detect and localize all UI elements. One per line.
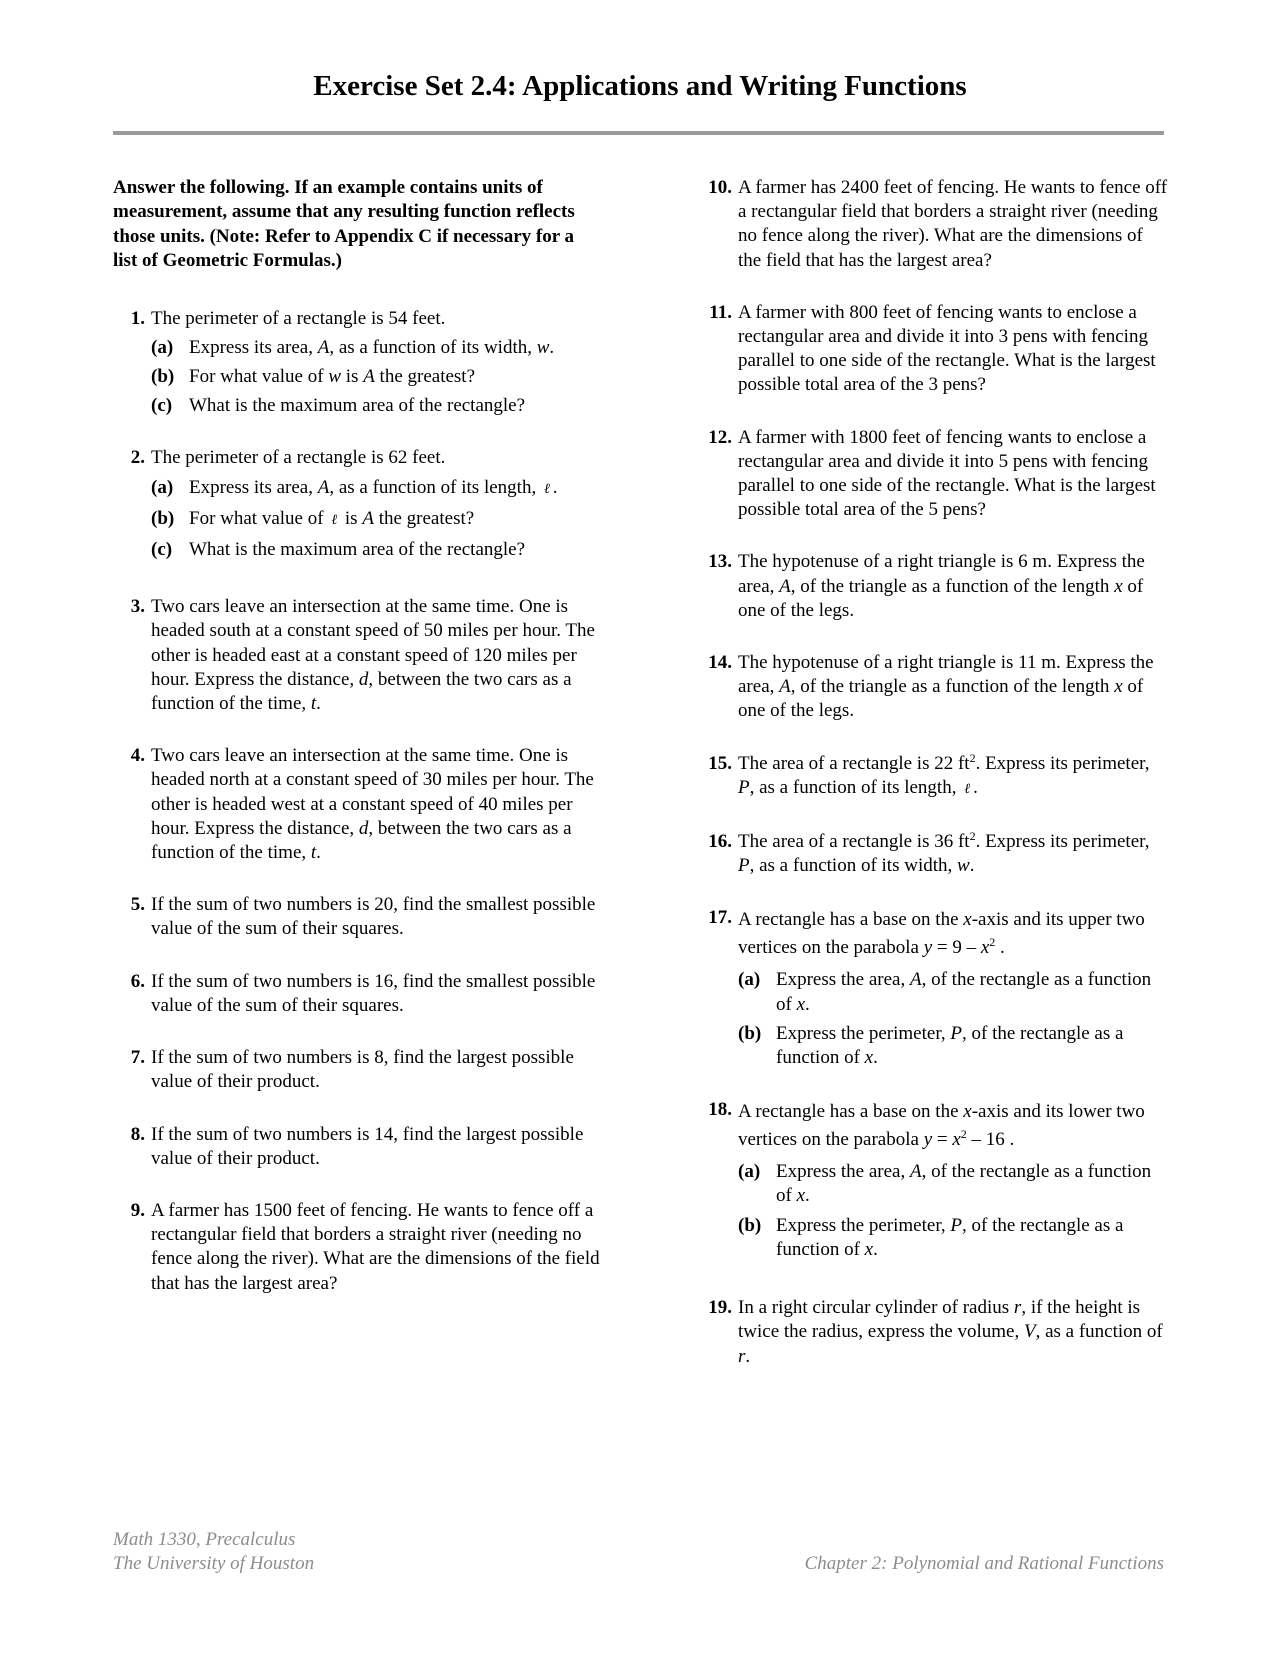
part-text: , as a function of its width, <box>329 336 537 358</box>
problem-number: 19. <box>708 1297 732 1319</box>
problem-text: The perimeter of a rectangle is 54 feet. <box>151 307 446 329</box>
variable: V <box>1023 1321 1036 1343</box>
problem-text: The perimeter of a rectangle is 62 feet. <box>151 447 446 469</box>
part-text: , of the rectangle as a function of <box>776 1161 1152 1207</box>
variable: A <box>362 507 374 529</box>
problem-text: . <box>973 776 978 798</box>
equation-text: . <box>995 937 1005 959</box>
problem-number: 17. <box>708 907 732 929</box>
superscript: 2 <box>960 1127 967 1142</box>
right-column <box>700 176 1170 1369</box>
problem-number: 3. <box>130 596 145 618</box>
part-text: the greatest? <box>374 366 476 388</box>
problem-18-part-a <box>738 1160 1170 1208</box>
problem-1-part-a <box>151 336 603 360</box>
problem-number: 9. <box>130 1199 145 1221</box>
problem-text: A farmer with 800 feet of fencing wants to enclose a rectangular area and divide it into 3 pens with fencing parallel to one side of the rectangle. What is the largest possible total area of the 3 pens? <box>738 301 1156 396</box>
problem-text: The area of a rectangle is 22 ft <box>738 752 970 774</box>
part-text: , of the rectangle as a function of <box>776 969 1152 1015</box>
variable: ℓ <box>331 512 338 528</box>
variable: A <box>317 336 330 358</box>
footer-course <box>113 1528 314 1576</box>
instructions: Answer the following. If an example contains units of measurement, assume that any resulting function reflects those units. (Note: Refer to Appendix C if necessary for a list of Geometric Formulas.) <box>113 177 575 272</box>
part-text: For what value of <box>189 366 329 388</box>
part-text: What is the maximum area of the rectangle? <box>189 395 526 417</box>
variable: x <box>796 993 806 1015</box>
problem-17-part-a <box>738 968 1170 1016</box>
part-text: Express the area, <box>776 969 910 991</box>
left-column <box>113 176 603 1296</box>
part-label: (a) <box>151 336 174 358</box>
variable: w <box>536 336 550 358</box>
problem-text: A rectangle has a base on the <box>738 1101 964 1123</box>
equation-text: – 16 . <box>966 1129 1015 1151</box>
problem-1-part-b <box>151 365 603 389</box>
variable: d <box>358 817 369 839</box>
variable: x <box>1114 676 1123 698</box>
problem-text: , if the height is twice the radius, express the volume, <box>738 1297 1141 1343</box>
problem-text: . Express its perimeter, <box>975 831 1150 853</box>
problem-number: 18. <box>708 1099 732 1121</box>
problem-number: 12. <box>708 426 732 448</box>
problem-text: In a right circular cylinder of radius <box>738 1297 1014 1319</box>
variable: t <box>310 842 317 864</box>
part-text: For what value of <box>189 507 329 529</box>
part-label: (b) <box>738 1214 762 1236</box>
equation-text: = <box>932 1129 953 1151</box>
variable: A <box>910 969 922 991</box>
part-text: . <box>873 1047 878 1069</box>
part-text: Express its area, <box>189 336 318 358</box>
variable: x <box>864 1047 874 1069</box>
problem-text: . Express its perimeter, <box>975 752 1150 774</box>
problem-number: 10. <box>708 177 732 198</box>
variable: A <box>363 366 375 388</box>
variable: A <box>779 575 791 597</box>
problem-text: , of the triangle as a function of the length <box>790 575 1115 597</box>
variable: t <box>310 693 317 715</box>
problem-19 <box>700 1296 1170 1369</box>
problem-number: 6. <box>130 970 145 992</box>
part-text: , of the rectangle as a function of <box>776 1022 1124 1069</box>
problem-11 <box>700 301 1170 398</box>
part-text: . <box>805 1185 810 1207</box>
problem-text: , between the two cars as a function of the time, <box>151 817 572 864</box>
part-text: , as a function of its length, <box>329 476 541 498</box>
part-label: (a) <box>738 1161 761 1183</box>
problem-10 <box>700 176 1170 273</box>
equation-text: = 9 – <box>932 937 981 959</box>
variable: ℓ <box>964 781 971 797</box>
problem-18 <box>700 1098 1170 1262</box>
problem-text: , between the two cars as a function of the time, <box>151 668 572 715</box>
variable: y <box>923 1129 933 1151</box>
page-title: Exercise Set 2.4: Applications and Writing Functions <box>313 70 967 102</box>
part-text: the greatest? <box>373 507 475 529</box>
problem-14 <box>700 651 1170 724</box>
variable: d <box>358 668 369 690</box>
footer-chapter: Chapter 2: Polynomial and Rational Functions <box>804 1553 1164 1574</box>
variable: A <box>317 476 330 498</box>
superscript: 2 <box>969 829 976 844</box>
problem-9 <box>113 1199 603 1296</box>
problem-text: of one of the legs. <box>738 575 1144 621</box>
problem-text: . <box>316 693 321 715</box>
problem-text: , as a function of its width, <box>749 855 957 877</box>
problem-15 <box>700 752 1170 802</box>
problem-text: A rectangle has a base on the <box>738 909 964 931</box>
problem-text: A farmer has 2400 feet of fencing. He wants to fence off a rectangular field that borders a straight river (needing no fence along the river). What are the dimensions of the field that has the largest area? <box>738 177 1168 271</box>
problem-number: 1. <box>130 307 145 329</box>
footer-university: The University of Houston <box>113 1553 315 1574</box>
part-text: . <box>805 993 810 1015</box>
part-text: Express the perimeter, <box>776 1214 951 1236</box>
problem-13 <box>700 550 1170 623</box>
variable: r <box>1013 1297 1022 1319</box>
part-text: Express the area, <box>776 1161 910 1183</box>
footer-course-name: Math 1330, Precalculus <box>113 1529 296 1550</box>
problem-number: 8. <box>130 1123 145 1145</box>
problem-2-part-b <box>151 507 603 533</box>
part-text: is <box>340 507 363 529</box>
problem-number: 2. <box>130 447 145 469</box>
problem-2-part-a <box>151 476 603 502</box>
part-label: (b) <box>738 1022 762 1044</box>
problem-text: of one of the legs. <box>738 676 1144 722</box>
part-text: Express its area, <box>189 476 318 498</box>
part-label: (a) <box>738 969 761 991</box>
title-divider <box>113 131 1164 135</box>
variable: x <box>796 1185 806 1207</box>
problem-text: . <box>745 1345 751 1367</box>
part-text: . <box>552 476 558 498</box>
problem-number: 14. <box>708 652 732 674</box>
variable: x <box>963 909 972 931</box>
problem-4 <box>113 744 603 865</box>
variable: x <box>980 937 990 959</box>
problem-8 <box>113 1123 603 1171</box>
problem-text: A farmer with 1800 feet of fencing wants to enclose a rectangular area and divide it into 5 pens with fencing parallel to one side of the rectangle. What is the largest possible total area of the 5 pens? <box>738 426 1156 521</box>
part-label: (b) <box>151 366 175 388</box>
problem-3 <box>113 595 603 716</box>
problem-text: If the sum of two numbers is 14, find the largest possible value of their product. <box>151 1123 584 1169</box>
problem-number: 16. <box>708 831 732 853</box>
problem-number: 11. <box>709 301 732 323</box>
part-text: Express the perimeter, <box>776 1022 951 1044</box>
problem-number: 5. <box>130 894 145 916</box>
variable: P <box>738 855 750 877</box>
problem-6 <box>113 970 603 1018</box>
problem-text: If the sum of two numbers is 20, find the smallest possible value of the sum of their squares. <box>151 894 596 940</box>
variable: A <box>910 1161 922 1183</box>
problem-text: The hypotenuse of a right triangle is 6 m. Express the area, <box>738 551 1145 597</box>
problem-16 <box>700 830 1170 878</box>
variable: P <box>950 1214 963 1236</box>
problem-17 <box>700 906 1170 1070</box>
problem-text: . <box>969 855 975 877</box>
superscript: 2 <box>989 935 996 950</box>
part-label: (b) <box>151 507 175 529</box>
problem-text: The area of a rectangle is 36 ft <box>738 831 970 853</box>
part-text: . <box>549 336 555 358</box>
problem-17-part-b <box>738 1022 1170 1070</box>
problem-text: , as a function of <box>1035 1321 1163 1343</box>
variable: x <box>864 1238 874 1260</box>
part-text: . <box>873 1238 878 1260</box>
problem-5 <box>113 893 603 941</box>
problem-text: If the sum of two numbers is 16, find the smallest possible value of the sum of their squares. <box>151 970 596 1016</box>
variable: x <box>963 1101 972 1123</box>
part-label: (a) <box>151 476 174 498</box>
variable: y <box>923 937 933 959</box>
problem-12 <box>700 426 1170 523</box>
problem-number: 15. <box>708 752 732 774</box>
part-label: (c) <box>151 395 173 417</box>
problem-text: -axis and its upper two vertices on the parabola <box>738 909 1145 959</box>
problem-text: Two cars leave an intersection at the same time. One is headed north at a constant speed of 30 miles per hour. The other is headed west at a constant speed of 40 miles per hour. Express the distance, <box>151 745 594 839</box>
problem-18-part-b <box>738 1214 1170 1262</box>
problem-2-part-c <box>151 538 603 562</box>
problem-1 <box>113 307 603 419</box>
problem-number: 7. <box>130 1047 145 1069</box>
problem-text: A farmer has 1500 feet of fencing. He wants to fence off a rectangular field that borders a straight river (needing no fence along the river). What are the dimensions of the field that has the largest area? <box>151 1199 600 1294</box>
variable: x <box>1114 575 1123 597</box>
variable: P <box>738 776 750 798</box>
problem-text: -axis and its lower two vertices on the parabola <box>738 1101 1145 1151</box>
part-text: , of the rectangle as a function of <box>776 1214 1124 1260</box>
problem-text: Two cars leave an intersection at the same time. One is headed south at a constant speed of 50 miles per hour. The other is headed east at a constant speed of 120 miles per hour. Express the distance, <box>151 596 595 690</box>
part-text: What is the maximum area of the rectangle? <box>189 539 526 561</box>
variable: r <box>738 1345 746 1367</box>
variable: x <box>952 1129 961 1151</box>
variable: w <box>328 366 341 388</box>
problem-text: The hypotenuse of a right triangle is 11 m. Express the area, <box>738 652 1154 698</box>
variable: P <box>950 1022 963 1044</box>
part-text: is <box>341 366 364 388</box>
problem-text: . <box>316 842 321 864</box>
problem-number: 13. <box>708 551 732 573</box>
superscript: 2 <box>969 750 976 765</box>
variable: A <box>779 676 791 698</box>
variable: w <box>957 855 970 877</box>
problem-2 <box>113 446 603 562</box>
variable: ℓ <box>543 481 550 497</box>
part-label: (c) <box>151 539 173 561</box>
problem-7 <box>113 1046 603 1094</box>
problem-number: 4. <box>130 745 145 767</box>
problem-text: , of the triangle as a function of the length <box>790 676 1115 698</box>
problem-1-part-c <box>151 394 603 418</box>
problem-text: , as a function of its length, <box>749 776 962 798</box>
problem-text: If the sum of two numbers is 8, find the largest possible value of their product. <box>151 1047 574 1093</box>
